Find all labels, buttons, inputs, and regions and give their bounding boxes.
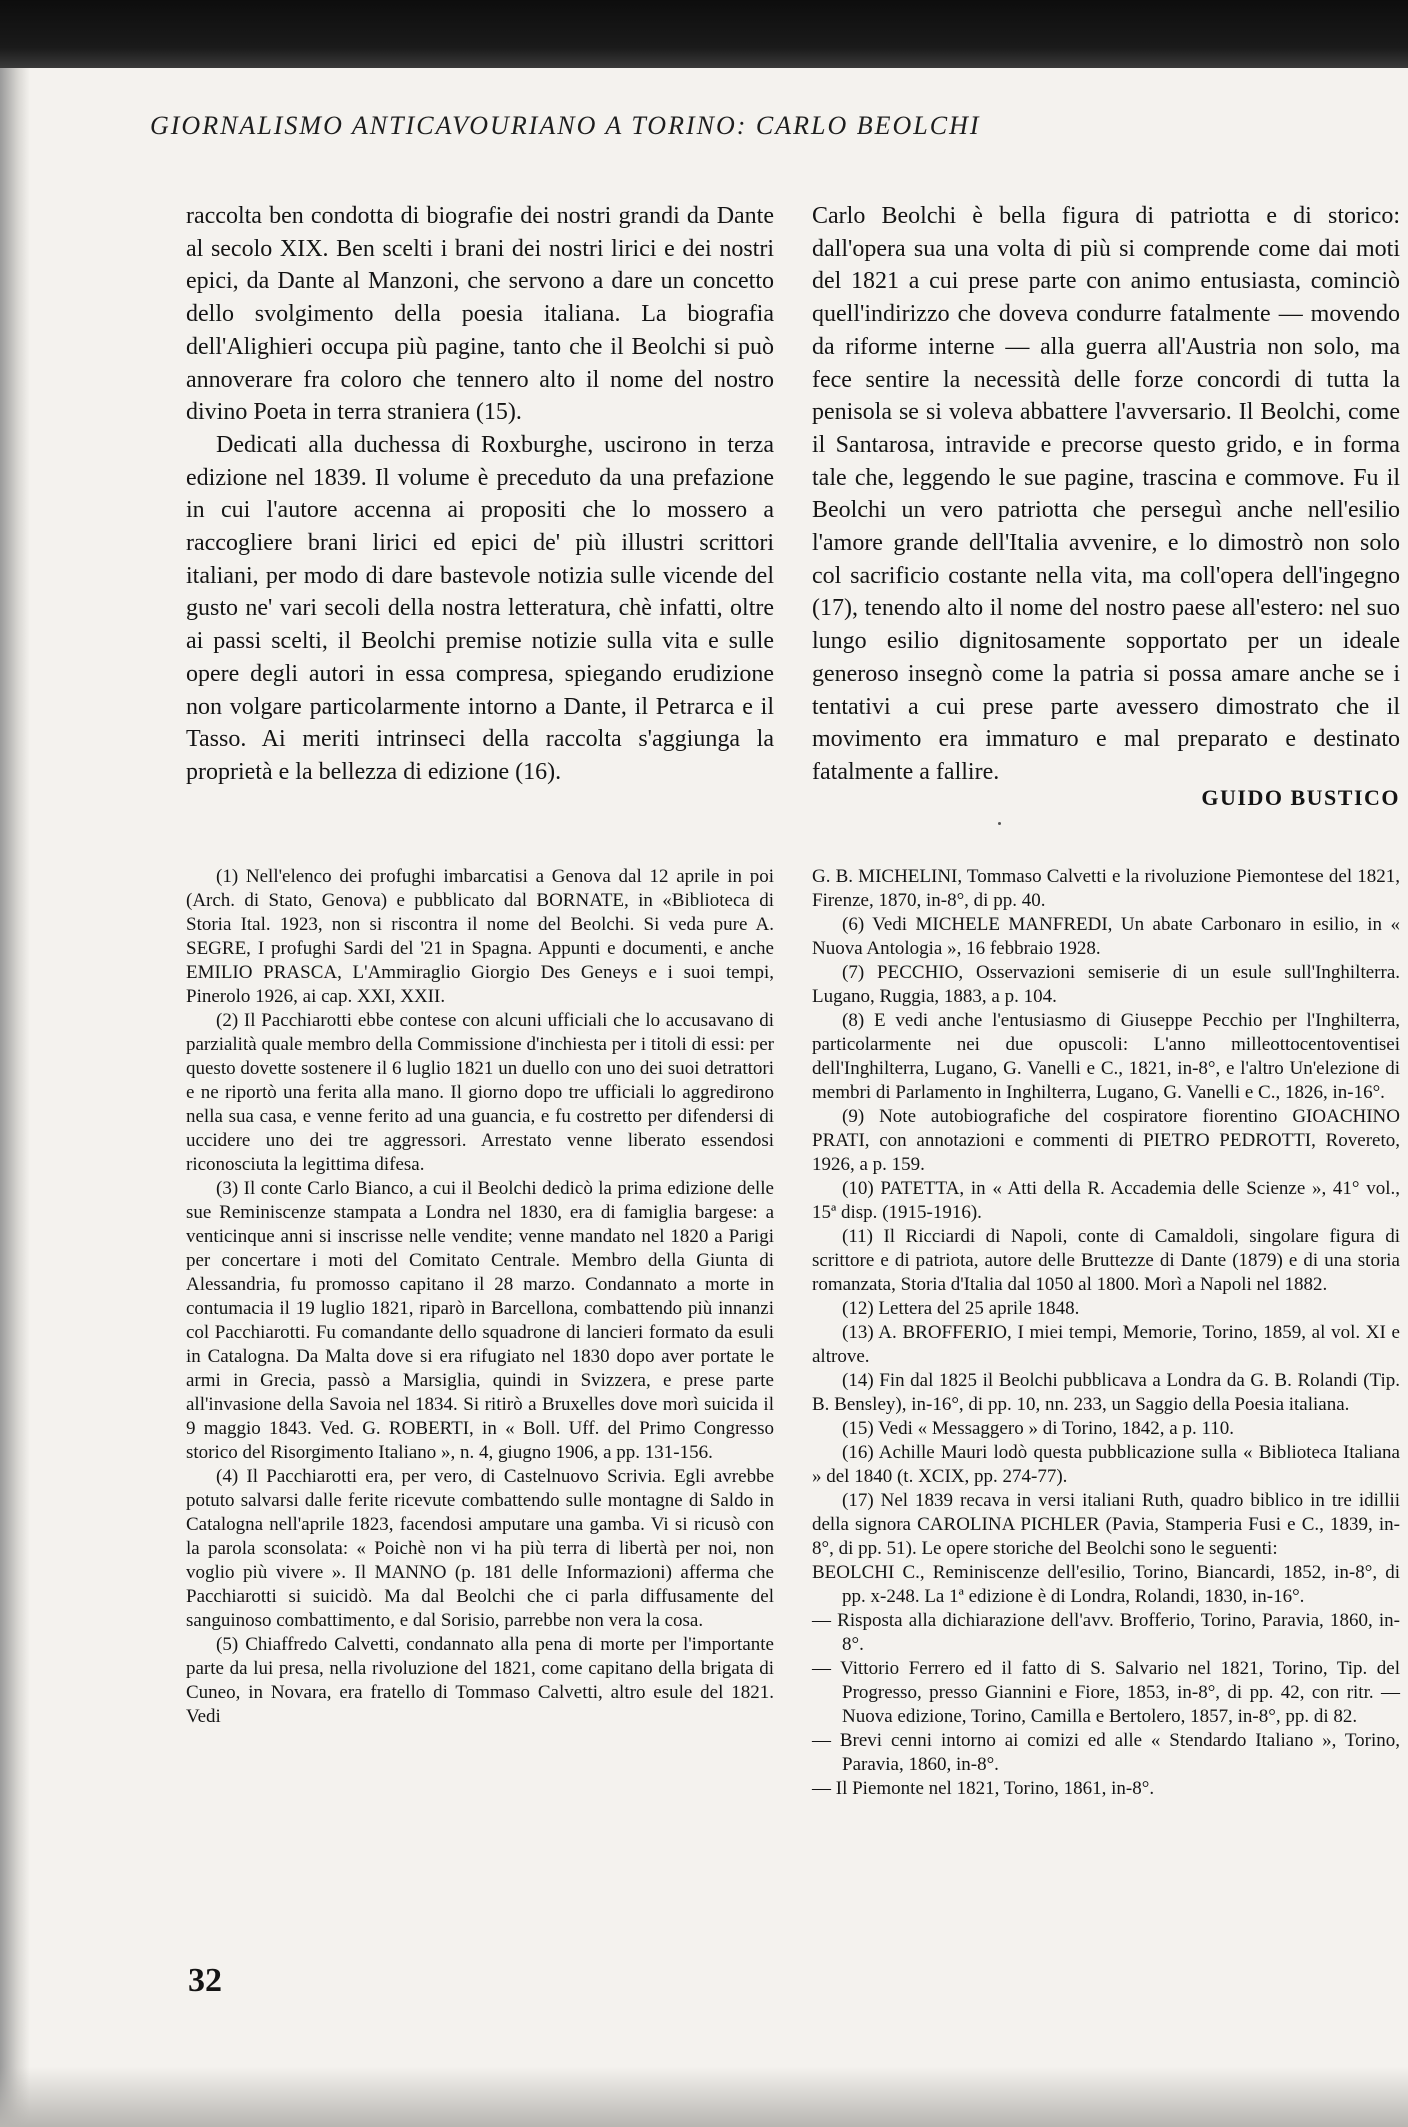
- footnotes-left: [186, 865, 774, 1729]
- running-head: GIORNALISMO ANTICAVOURIANO A TORINO: CARLO BEOLCHI: [150, 111, 981, 140]
- footnote: (16) Achille Mauri lodò questa pubblicazione sulla « Biblioteca Italiana » del 1840 (t. XCIX, pp. 274-77).: [812, 1442, 1400, 1487]
- footnote: (2) Il Pacchiarotti ebbe contese con alcuni ufficiali che lo accusavano di parzialità quale membro della Commissione d'inchiesta per i titoli di essi: per questo dovette sostenere il 6 luglio 1821 un duello con uno dei suoi detrattori e ne riportò una ferita alla mano. Il giorno dopo tre ufficiali lo aggredirono nella sua casa, e venne ferito ad una guancia, e fu costretto per difendersi di uccidere uno dei tre aggressori. Arrestato venne liberato essendosi riconosciuta la legittima difesa.: [186, 1010, 774, 1175]
- scan-top-border: [0, 0, 1408, 68]
- paragraph: Dedicati alla duchessa di Roxburghe, uscirono in terza edizione nel 1839. Il volume è preceduto da una prefazione in cui l'autore accenna ai propositi che lo mossero a raccogliere brani lirici ed epici de' più illustri scrittori italiani, per modo di dare bastevole notizia sulle vicende del gusto ne' vari secoli della nostra letteratura, chè infatti, oltre ai passi scelti, il Beolchi premise notizie sulla vita e sulle opere degli autori in essa compresa, spiegando erudizione non volgare particolarmente intorno a Dante, il Petrarca e il Tasso. Ai meriti intrinseci della raccolta s'aggiunga la proprietà e la bellezza di edizione (16).: [186, 431, 774, 785]
- paragraph: Carlo Beolchi è bella figura di patriotta e di storico: dall'opera sua una volta di più si comprende come dai moti del 1821 a cui prese parte con animo entusiasta, cominciò quell'indirizzo che doveva condurre fatalmente — movendo da riforme interne — alla guerra all'Austria non solo, ma fece sentire la necessità delle forze concordi di tutta la penisola se si voleva abbattere l'avversario. Il Beolchi, come il Santarosa, intravide e precorse questo grido, e in forma tale che, leggendo le sue pagine, trascina e commove. Fu il Beolchi un vero patriotta che perseguì anche nell'esilio l'amore grande dell'Italia avvenire, e lo dimostrò non solo col sacrificio costante nella vita, ma coll'opera dell'ingegno (17), tenendo alto il nome del nostro paese all'estero: nel suo lungo esilio dignitosamente sopportato per un ideale generoso insegnò come la patria si possa amare anche se i tentativi a cui prese parte avessero dimostrato che il movimento era immaturo e mal preparato e destinato fatalmente a fallire.: [812, 203, 1400, 785]
- footnote: (17) Nel 1839 recava in versi italiani Ruth, quadro biblico in tre idillii della signora CAROLINA PICHLER (Pavia, Stamperia Fusi e C., 1839, in-8°, di pp. 51). Le opere storiche del Beolchi sono le seguenti:: [812, 1490, 1400, 1559]
- footnotes-right: [812, 865, 1400, 1801]
- scan-left-shadow: [0, 68, 30, 2127]
- footnote: (10) PATETTA, in « Atti della R. Accademia delle Scienze », 41° vol., 15ª disp. (1915-1916).: [812, 1178, 1400, 1223]
- footnote: (4) Il Pacchiarotti era, per vero, di Castelnuovo Scrivia. Egli avrebbe potuto salvarsi dalle ferite ricevute combattendo sulle montagne di Saldo in Catalogna nell'aprile 1823, facendosi amputare una gamba. Vi si ricusò con la parola sconsolata: « Poichè non vi ha più terra di libertà per noi, non voglio più vivere ». Il MANNO (p. 181 delle Informazioni) afferma che Pacchiarotti si suicidò. Ma dal Beolchi che ci parla diffusamente del sanguinoso combattimento, e dal Sorisio, parrebbe non vera la cosa.: [186, 1466, 774, 1631]
- footnote: (8) E vedi anche l'entusiasmo di Giuseppe Pecchio per l'Inghilterra, particolarmente nei due opuscoli: L'anno milleottocentoventisei dell'Inghilterra, Lugano, G. Vanelli e C., 1821, in-8°, e l'altro Un'elezione di membri di Parlamento in Inghilterra, Lugano, G. Vanelli e C., 1826, in-16°.: [812, 1010, 1400, 1103]
- footnote: (14) Fin dal 1825 il Beolchi pubblicava a Londra da G. B. Rolandi (Tip. B. Bensley), in-16°, di pp. 10, nn. 233, un Saggio della Poesia italiana.: [812, 1370, 1400, 1415]
- works-list-item: — Vittorio Ferrero ed il fatto di S. Salvario nel 1821, Torino, Tip. del Progresso, presso Giannini e Fiore, 1853, in-8°, di pp. 42, con ritr. — Nuova edizione, Torino, Camilla e Bertolero, 1857, in-8°, pp. di 82.: [812, 1658, 1400, 1727]
- works-list-item: — Il Piemonte nel 1821, Torino, 1861, in-8°.: [812, 1778, 1155, 1799]
- footnote: (7) PECCHIO, Osservazioni semiserie di un esule sull'Inghilterra. Lugano, Ruggia, 1883, a p. 104.: [812, 962, 1400, 1007]
- footnote: (12) Lettera del 25 aprile 1848.: [842, 1298, 1080, 1319]
- footnote: (6) Vedi MICHELE MANFREDI, Un abate Carbonaro in esilio, in « Nuova Antologia », 16 febbraio 1928.: [812, 914, 1400, 959]
- author-signature: GUIDO BUSTICO: [1201, 785, 1400, 810]
- page-number: 32: [188, 1962, 222, 1999]
- paragraph: raccolta ben condotta di biografie dei nostri grandi da Dante al secolo XIX. Ben scelti i brani dei nostri lirici e dei nostri epici, da Dante al Manzoni, che servono a dare un concetto dello svolgimento della poesia italiana. La biografia dell'Alighieri occupa più pagine, tanto che il Beolchi si può annoverare fra coloro che tennero alto il nome del nostro divino Poeta in terra straniera (15).: [186, 203, 774, 426]
- scan-bottom-shadow: [0, 2067, 1408, 2127]
- footnote-continuation: G. B. MICHELINI, Tommaso Calvetti e la rivoluzione Piemontese del 1821, Firenze, 1870, in-8°, di pp. 40.: [812, 866, 1400, 911]
- footnote: (3) Il conte Carlo Bianco, a cui il Beolchi dedicò la prima edizione delle sue Reminiscenze stampata a Londra nel 1830, era di famiglia bargese: a venticinque anni si inscrisse nelle vendite; venne mandato nel 1820 a Parigi per concertare i moti del Comitato Centrale. Membro della Giunta di Alessandria, fu promosso capitano il 28 marzo. Condannato a morte in contumacia il 19 luglio 1821, riparò in Barcellona, combattendo più innanzi col Pacchiarotti. Fu comandante dello squadrone di lancieri formato da esuli in Catalogna. Da Malta dove si era rifugiato nel 1830 dopo aver portate le armi in Grecia, passò a Marsiglia, quindi in Svizzera, e prese parte all'invasione della Savoia nel 1834. Si ritirò a Bruxelles dove morì suicida il 9 maggio 1843. Ved. G. ROBERTI, in « Boll. Uff. del Primo Congresso storico del Risorgimento Italiano », n. 4, giugno 1906, a pp. 131-156.: [186, 1178, 774, 1463]
- printer-speck: [998, 822, 1001, 825]
- footnote: (11) Il Ricciardi di Napoli, conte di Camaldoli, singolare figura di scrittore e di patriota, autore delle Bruttezze di Dante (1879) e di una storia romanzata, Storia d'Italia dal 1050 al 1800. Morì a Napoli nel 1882.: [812, 1226, 1400, 1295]
- footnote: (13) A. BROFFERIO, I miei tempi, Memorie, Torino, 1859, al vol. XI e altrove.: [812, 1322, 1400, 1367]
- works-list-item: — Risposta alla dichiarazione dell'avv. Brofferio, Torino, Paravia, 1860, in-8°.: [812, 1610, 1400, 1655]
- footnote: (5) Chiaffredo Calvetti, condannato alla pena di morte per l'importante parte da lui presa, nella rivoluzione del 1821, come capitano della brigata di Cuneo, in Novara, era fratello di Tommaso Calvetti, altro esule del 1821. Vedi: [186, 1634, 774, 1727]
- footnote: (1) Nell'elenco dei profughi imbarcatisi a Genova dal 12 aprile in poi (Arch. di Stato, Genova) e pubblicato dal BORNATE, in «Biblioteca di Storia Ital. 1923, non si riscontra il nome del Beolchi. Si veda pure A. SEGRE, I profughi Sardi del '21 in Spagna. Appunti e documenti, e anche EMILIO PRASCA, L'Ammiraglio Giorgio Des Geneys e i suoi tempi, Pinerolo 1926, ai cap. XXI, XXII.: [186, 866, 774, 1007]
- footnote: (15) Vedi « Messaggero » di Torino, 1842, a p. 110.: [842, 1418, 1234, 1439]
- works-list-item: BEOLCHI C., Reminiscenze dell'esilio, Torino, Biancardi, 1852, in-8°, di pp. x-248. La 1ª edizione è di Londra, Rolandi, 1830, in-16°.: [812, 1562, 1400, 1607]
- body-column-left: [186, 200, 774, 789]
- body-column-right: [812, 200, 1400, 789]
- works-list-item: — Brevi cenni intorno ai comizi ed alle « Stendardo Italiano », Torino, Paravia, 1860, in-8°.: [812, 1730, 1400, 1775]
- footnote: (9) Note autobiografiche del cospiratore fiorentino GIOACHINO PRATI, con annotazioni e commenti di PIETRO PEDROTTI, Rovereto, 1926, a p. 159.: [812, 1106, 1400, 1175]
